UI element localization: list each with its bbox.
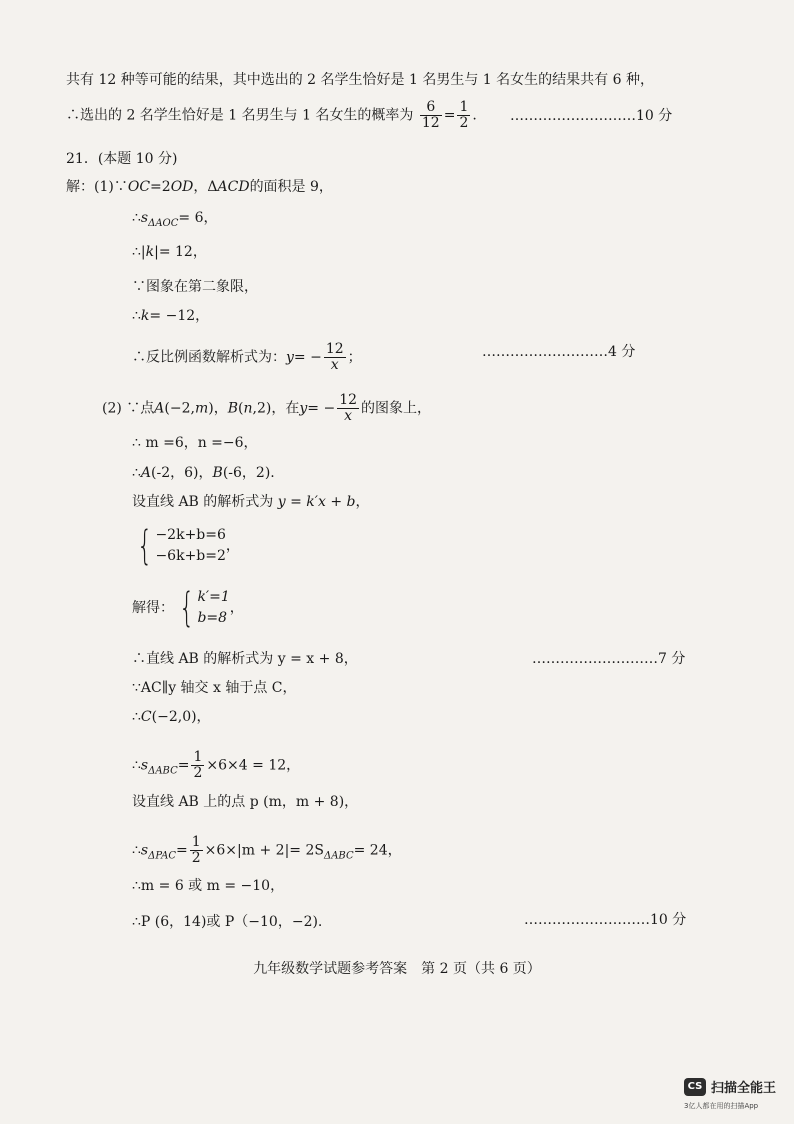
text-segment: ×6×|m + 2|= 2S — [204, 842, 324, 859]
text-segment: ∴ — [132, 842, 141, 859]
numerator: 12 — [339, 392, 358, 408]
solution-line: ∵图象在第二象限， — [132, 279, 258, 295]
math-var: s — [140, 210, 149, 226]
text-segment: = −12， — [149, 308, 210, 324]
text-segment: 解得： — [132, 600, 174, 616]
numerator: 6 — [420, 100, 442, 116]
text-segment: 设直线 AB 的解析式为 — [132, 494, 274, 510]
text-segment: = 6， — [178, 210, 218, 226]
text-segment: (2) ∵点 — [102, 400, 155, 417]
solution-line: ∴P (6，14)或 P（−10，−2). — [132, 914, 323, 930]
solution-line — [132, 242, 207, 262]
text-segment: ∴ — [132, 757, 141, 774]
text-line: 共有 12 种等可能的结果，其中选出的 2 名学生恰好是 1 名男生与 1 名女生的结果共有 6 种， — [66, 72, 654, 88]
text-segment: (-6，2). — [222, 465, 275, 481]
fraction-1-2 — [190, 835, 203, 866]
subscript: ΔPAC — [148, 850, 177, 862]
math-var: s — [140, 842, 149, 859]
math-var: C — [140, 709, 152, 725]
text-segment: ， — [355, 494, 370, 510]
text-segment: ( — [238, 400, 244, 417]
fraction-12-x — [337, 393, 359, 424]
solution-line — [132, 492, 369, 512]
text-segment: ,2)，在 — [252, 400, 300, 417]
text-segment: 的面积是 9， — [249, 179, 333, 195]
text-segment: (−2, — [164, 400, 195, 417]
solution-line — [132, 707, 211, 727]
text-segment: ； — [347, 349, 362, 366]
text-segment: ∴ — [132, 210, 141, 226]
text-segment: |= 12， — [154, 244, 207, 260]
text-segment: = — [176, 842, 188, 859]
score-marker: ………………………4 分 — [482, 344, 636, 360]
math-var: B — [227, 400, 239, 417]
numerator: 1 — [459, 99, 469, 115]
math-var: OD — [170, 179, 194, 195]
system-rows — [197, 587, 229, 629]
score-marker: ………………………10 分 — [524, 912, 687, 928]
text-segment: ∴ — [132, 709, 141, 725]
equation-row: b=8 — [197, 610, 228, 626]
text-segment: = − — [293, 349, 322, 366]
text-segment: = − — [307, 400, 336, 417]
denominator: 2 — [193, 765, 203, 781]
watermark-name: 扫描全能王 — [711, 1081, 777, 1096]
text-segment: ， — [229, 600, 244, 616]
subscript: ΔAOC — [148, 218, 179, 229]
text-segment: = — [177, 757, 190, 774]
math-var: ACD — [217, 179, 250, 195]
solution-line: ∴m = 6 或 m = −10， — [132, 878, 285, 894]
math-var: m — [194, 400, 209, 417]
system-rows — [155, 525, 225, 567]
solution-line: 设直线 AB 上的点 p (m，m + 8)， — [132, 794, 359, 810]
text-segment: ， — [225, 538, 240, 554]
solution-line — [132, 306, 209, 326]
solution-line — [132, 463, 275, 483]
text-segment: 解：(1)∵ — [66, 179, 128, 195]
math-var: k — [140, 308, 150, 324]
fraction-12-x — [324, 342, 346, 373]
text-segment: ，Δ — [193, 179, 218, 195]
denominator: x — [344, 408, 353, 424]
text-segment: ∴选出的 2 名学生恰好是 1 名男生与 1 名女生的概率为 — [66, 107, 414, 124]
text-segment: 的图象上， — [361, 400, 432, 417]
numerator: 12 — [325, 341, 344, 357]
period: . — [472, 107, 477, 124]
math-var: B — [212, 465, 223, 481]
score-marker: ………………………10 分 — [510, 108, 673, 124]
text-segment: =2 — [150, 179, 171, 195]
solution-line: ∵AC∥y 轴交 x 轴于点 C， — [132, 680, 297, 696]
scanner-watermark — [684, 1077, 776, 1096]
solution-line: ∴ m =6，n =−6， — [132, 435, 258, 451]
math-var: s — [140, 757, 149, 774]
text-segment: )， — [208, 400, 228, 417]
equation-row: −2k+b=6 — [155, 527, 226, 543]
score-marker: ………………………7 分 — [532, 651, 686, 667]
denominator: 12 — [421, 115, 440, 131]
solution-line — [132, 208, 218, 234]
equation-row: k′=1 — [197, 589, 230, 605]
probability-line — [66, 100, 477, 131]
equation-row: −6k+b=2 — [155, 548, 226, 564]
text-segment: ×6×4 = 12， — [206, 757, 301, 774]
denominator: x — [330, 357, 339, 373]
watermark-tagline: 3亿人都在用的扫描App — [684, 1102, 759, 1110]
solution-line: ∴直线 AB 的解析式为 y = x + 8， — [132, 651, 358, 667]
text-segment: ∴| — [132, 244, 146, 260]
solution-line — [132, 750, 300, 782]
equation-system — [132, 587, 244, 629]
text-segment: (−2,0)， — [151, 709, 211, 725]
numerator: 1 — [193, 749, 203, 765]
subscript: ΔABC — [148, 765, 178, 777]
text-segment: = 24， — [353, 842, 402, 859]
text-segment: ∴ — [132, 465, 141, 481]
text-segment: ∴ — [132, 308, 141, 324]
solution-line — [132, 342, 362, 373]
math-var: k — [145, 244, 155, 260]
left-brace-icon: { — [179, 585, 195, 631]
math-var: y — [299, 400, 308, 417]
denominator: 2 — [191, 850, 201, 866]
math-var: n — [243, 400, 253, 417]
fraction-6-12 — [420, 100, 442, 131]
numerator: 1 — [191, 834, 201, 850]
math-expression: y = k′x + b — [277, 494, 356, 510]
math-var: OC — [127, 179, 151, 195]
fraction-1-2 — [191, 750, 204, 781]
solution-line — [66, 177, 333, 197]
math-var: A — [154, 400, 165, 417]
equals-sign: = — [443, 107, 456, 124]
equation-system — [132, 525, 240, 567]
solution-line — [132, 835, 402, 867]
text-segment: ∴反比例函数解析式为： — [132, 349, 286, 366]
text-segment: (-2，6)， — [151, 465, 213, 481]
math-var: A — [140, 465, 152, 481]
left-brace-icon: { — [137, 523, 153, 569]
solution-line — [102, 393, 431, 424]
fraction-1-2 — [457, 100, 470, 131]
math-var: y — [286, 349, 294, 366]
camscanner-logo-icon: CS — [684, 1078, 706, 1096]
subscript: ΔABC — [323, 850, 354, 862]
denominator: 2 — [459, 115, 469, 131]
question-heading: 21．(本题 10 分) — [66, 151, 178, 167]
page-footer: 九年级数学试题参考答案 第 2 页（共 6 页） — [253, 961, 541, 977]
